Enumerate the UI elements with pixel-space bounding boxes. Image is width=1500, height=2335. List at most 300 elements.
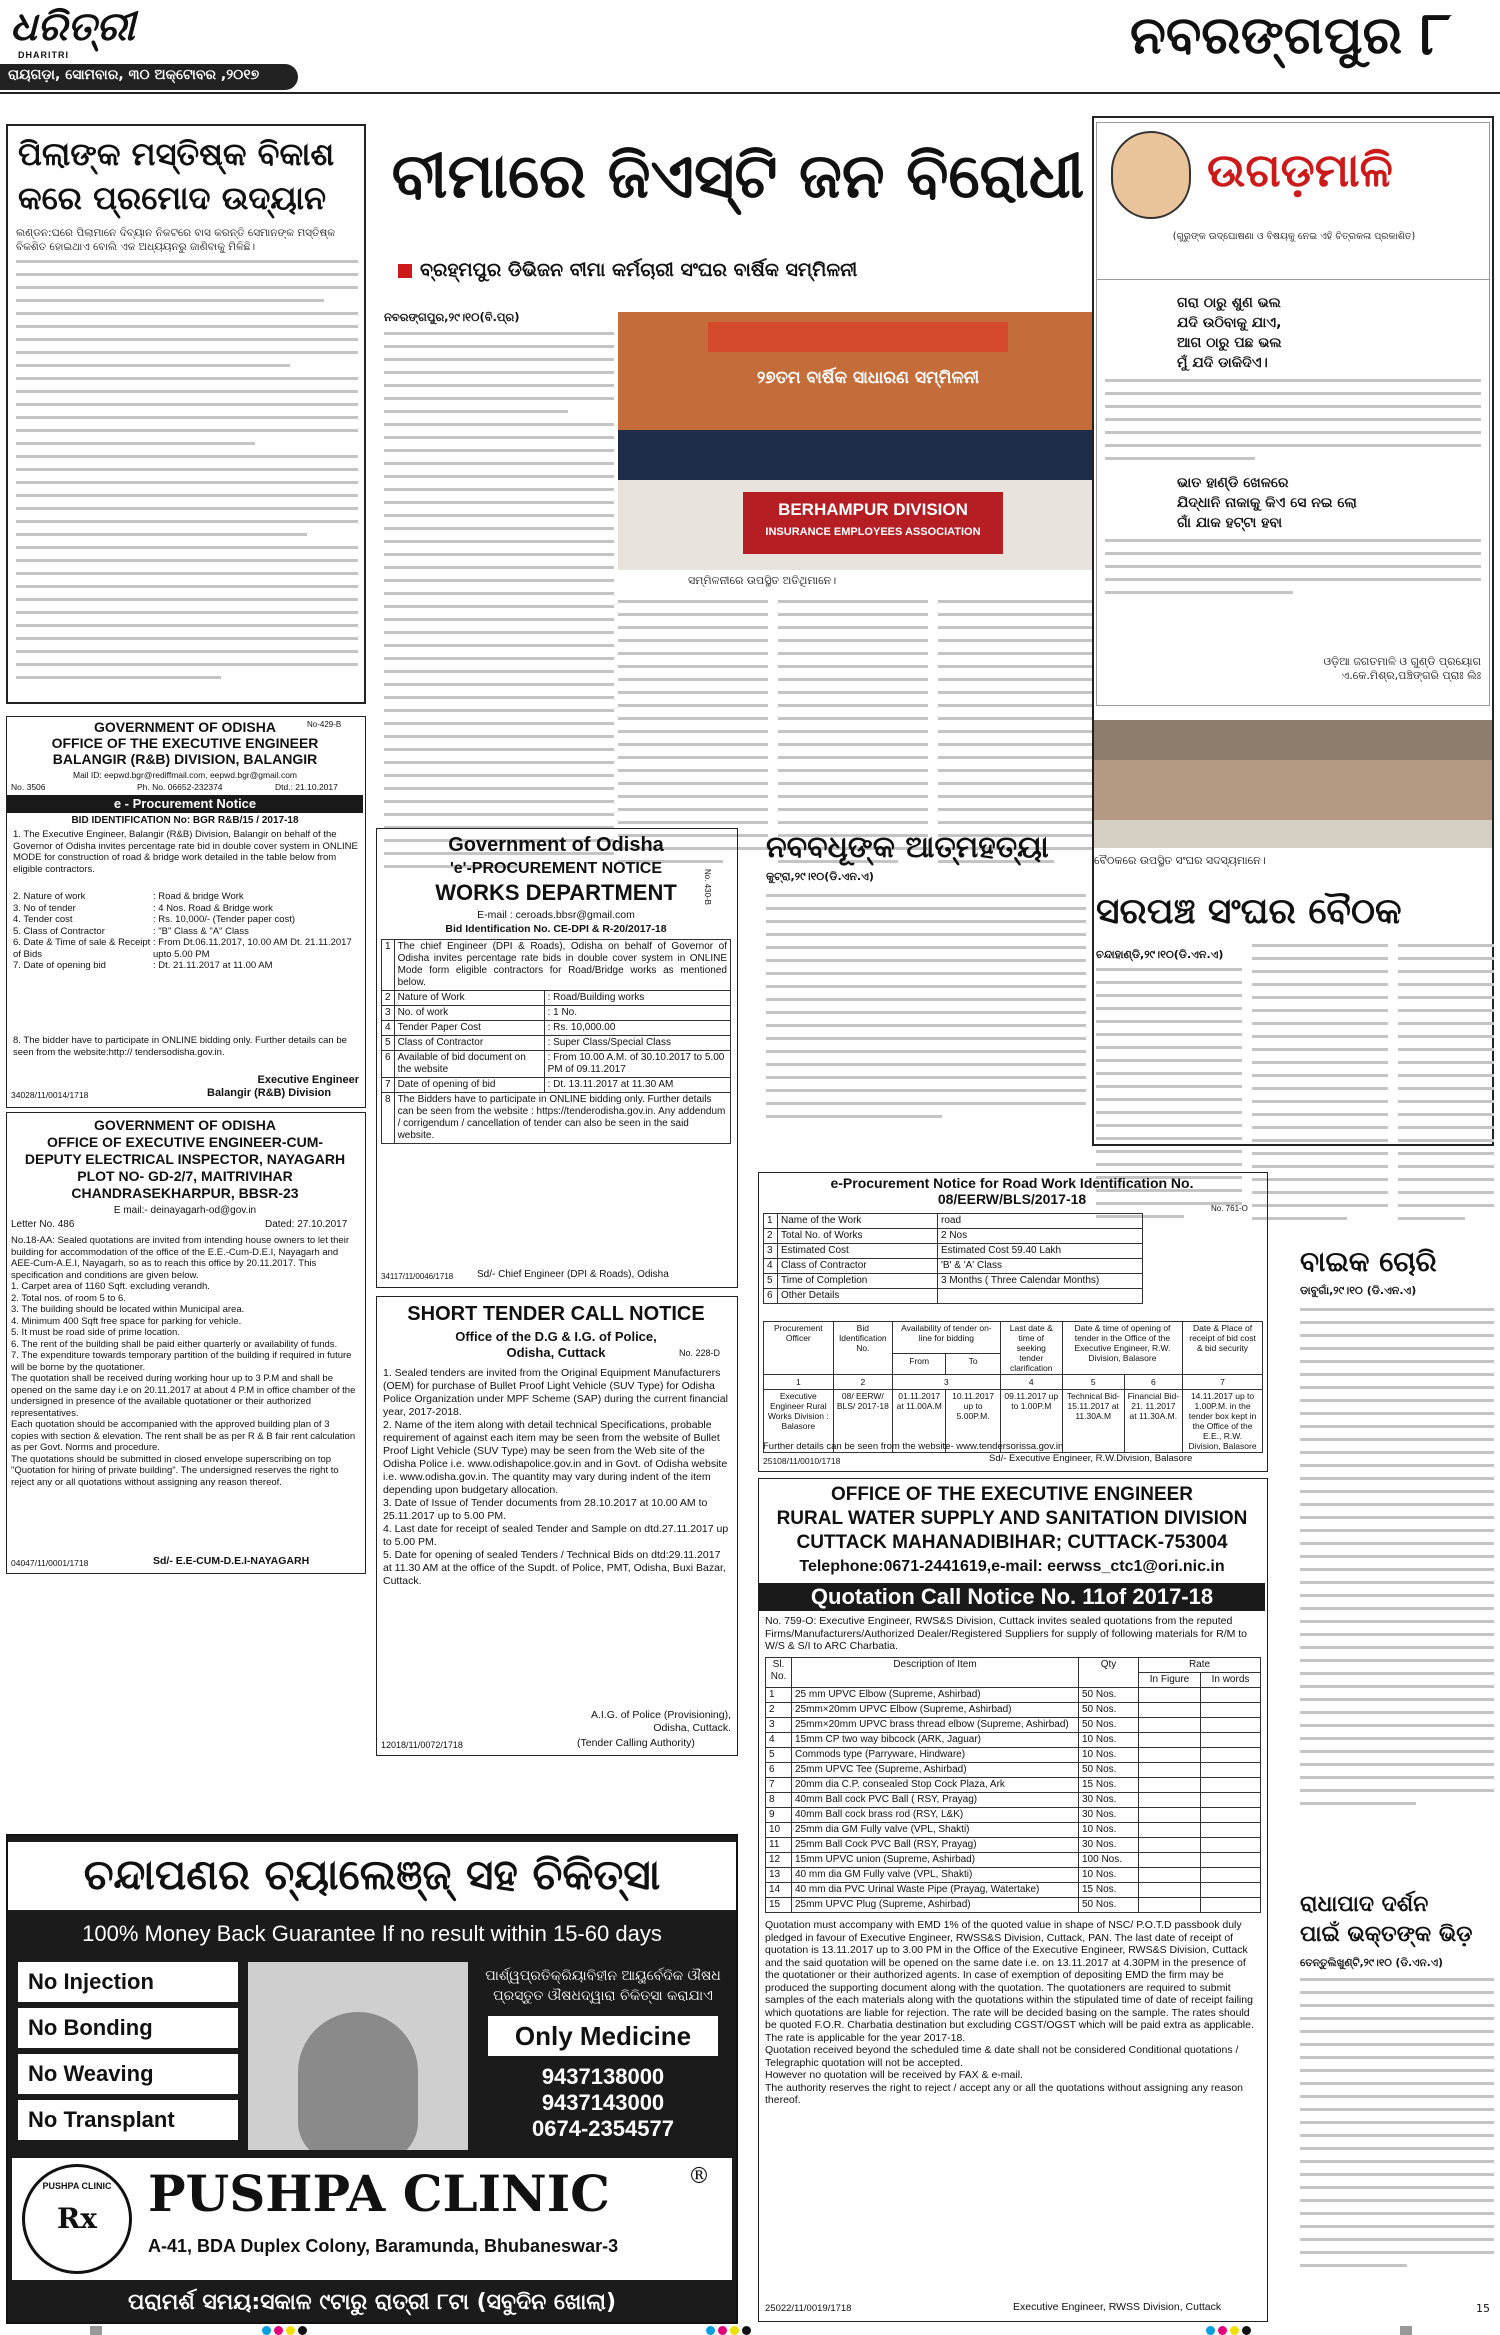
sarpanch-headline: ସରପଞ୍ଚ ସଂଘର ବୈଠକ: [1096, 891, 1402, 932]
ad-bid-id: Bid Identification No. CE-DPI & R-20/2017-18: [445, 923, 667, 935]
ad-dated: Dated: 27.10.2017: [265, 1219, 348, 1230]
ad-sign-2: Balangir (R&B) Division: [207, 1087, 332, 1099]
ad-cell: [1201, 1703, 1261, 1718]
clinic-address: A-41, BDA Duplex Colony, Baramunda, Bhubaneswar-3: [148, 2236, 619, 2256]
ad-head: Procurement Officer: [764, 1322, 834, 1375]
ad-item: 4. Minimum 400 Sqft free space for parking for vehicle.: [11, 1315, 242, 1327]
ad-email: E mail:- deinayagarh-od@gov.in: [113, 1205, 257, 1216]
ad-title: Government of Odisha: [448, 834, 664, 856]
ad-cell: : Super Class/Special Class: [544, 1036, 730, 1051]
ad-detail-row: [13, 914, 359, 926]
subhead-bullet: [398, 264, 412, 278]
ad-cell: 4: [766, 1733, 792, 1748]
ad-head: Last date & time of seeking tender clarification: [1000, 1322, 1062, 1375]
ad-num: 5: [1062, 1375, 1124, 1390]
ad-cell: [1201, 1793, 1261, 1808]
ad-cell: [1139, 1688, 1201, 1703]
ad-sign: [383, 1709, 731, 1735]
ad-para: Quotation must accompany with EMD 1% of the quoted value in shape of NSC/ P.O.T.D passbook duly pledged in favour of Executive Engineer, RWSS&S Division, Cuttack, PAN. The last date of receipt of quotation is 13.11.2017 up to 3.00 PM in the Office of the Executive Engineer, RWS&S Division, Cuttack and the said quotation will be opened on the same date i.e. on 13.11.2017 at 4.30PM in the presence of the quotationer or their authorized agents. In case of exemption of depositing EMD the firm may be produced the supporting document along with the quotation. The quotationers are required to submit samples of the each materials along with the quotations within the stipulated time of date of receipt failing which quotations are liable for rejection. The rate will be decided basing on the sample. The rates should be quoted F.O.R. Charbatia destination but excluding CGST/OGST which will be paid extra as applicable. The rate is applicable for the year 2017-18.: [765, 1919, 1254, 2044]
ad-cell: 25mm dia GM Fully valve (VPL, Shakti): [792, 1823, 1079, 1838]
ad-item: 5. Date for opening of sealed Tenders / Technical Bids on dtd:29.11.2017 at 11.30 AM at the office of the Supdt. of Police, PMT, Odisha, Buxi Bazar, Cuttack.: [383, 1549, 726, 1587]
ad-title-line: 08/EERW/BLS/2017-18: [937, 1191, 1087, 1207]
ad-title: [759, 1483, 1265, 1579]
ad-sign: Sd/- E.E-CUM-D.E.I-NAYAGARH: [153, 1555, 310, 1567]
ad-title-line: GOVERNMENT OF ODISHA: [93, 1117, 276, 1133]
ad-para-8: 8. The bidder have to participate in ONLINE bidding only. Further details can be seen from the website:http:// tendersodisha.gov.in.: [13, 1035, 347, 1058]
ad-cell: Commods type (Parryware, Hindware): [792, 1748, 1079, 1763]
clinic-phones: [488, 2064, 718, 2142]
ad-item: 3. The building should be located within Municipal area.: [11, 1304, 245, 1315]
ad-cell: Class of Contractor: [778, 1259, 938, 1274]
ad-sign: Sd/- Executive Engineer, R.W.Division, Balasore: [989, 1453, 1193, 1464]
bike-dateline: ଡାବୁଗାଁ,୨୯।୧୦ (ଡି.ଏନ.ଏ): [1300, 1284, 1417, 1297]
ad-cell: 1: [764, 1214, 778, 1229]
photo-table: [618, 430, 1092, 480]
ad-rwss: [758, 1478, 1268, 2322]
ad-item-row: [766, 1868, 1261, 1883]
ad-cell: 3 Months ( Three Calendar Months): [938, 1274, 1143, 1289]
ad-cell: Estimated Cost 59.40 Lakh: [938, 1244, 1143, 1259]
reg-mark: [742, 2326, 751, 2335]
ad-head: Bid Identification No.: [833, 1322, 892, 1375]
ad-title: SHORT TENDER CALL NOTICE: [407, 1303, 705, 1325]
ad-para: However no quotation will be received by FAX & e-mail.: [765, 2069, 1023, 2081]
credit-line: ଏ.କେ.ମିଶ୍ର,ପଞ୍ଚିଙ୍ଗରି ପ୍ରାଃ ଲିଃ: [1341, 669, 1481, 682]
ad-cell: [1201, 1898, 1261, 1913]
ad-table-row: [382, 1036, 731, 1051]
ad-cell: No. of work: [394, 1006, 544, 1021]
ugamali-text2: [1105, 539, 1481, 619]
ugamali-credit: [1105, 655, 1481, 683]
clinic-head-shape: [298, 2012, 418, 2150]
clinic-phone[interactable]: 0674-2354577: [532, 2116, 674, 2141]
ad-cell: The chief Engineer (DPI & Roads), Odisha on behalf of Governor of Odisha invites percentage rate bids in double cover system in ONLINE Mode form eligible contractors for Road/Bridge works as mentioned below.: [394, 940, 730, 991]
ad-para: The quotations should be submitted in closed envelope superscribing on top "Quotation for hiring of private building". The undersigned reserves the right to reject any or all quotations without assigning any reason thereof.: [11, 1453, 339, 1488]
clinic-phone[interactable]: 9437138000: [541, 2064, 665, 2089]
ad-detail-row: [13, 937, 359, 960]
ad-cell: [1139, 1823, 1201, 1838]
ad-footer: Further details can be seen from the website- www.tendersorissa.gov.in: [763, 1441, 1064, 1452]
article-lead: ଲଣ୍ଡନ:ଘରେ ପିଲାମାନେ ଦିବ୍ୟାନ ନିକଟରେ ବାସ କରନ୍ତି ସେମାନଙ୍କ ମସ୍ତିଷ୍କ ବିକଶିତ ହୋଇଥାଏ ବୋଲି ଏକ ଅଧ୍ୟୟନରୁ ଜାଣିବାକୁ ମିଳିଛି।: [16, 227, 336, 253]
ad-cell: 15 Nos.: [1079, 1778, 1139, 1793]
photo-sign: ୨୭ତମ ବାର୍ଷିକ ସାଧାରଣ ସମ୍ମିଳନୀ: [756, 368, 980, 388]
ad-schedule-table: [763, 1321, 1263, 1453]
dateline: ରାୟଗଡ଼ା, ସୋମବାର, ୩୦ ଅକ୍ଟୋବର ,୨୦୧୭: [8, 67, 260, 83]
ad-cell: 5: [382, 1036, 395, 1051]
ugamali-verse: [1177, 293, 1477, 373]
ad-table-row: [382, 1093, 731, 1144]
reg-mark: [274, 2326, 283, 2335]
ad-office-line: Odisha, Cuttack: [506, 1345, 606, 1360]
ad-cell: 2: [764, 1229, 778, 1244]
ad-cell: : Rs. 10,000.00: [544, 1021, 730, 1036]
ad-item: 7. The expenditure towards temporary partition of the building if required in future will be borne by the quotationer.: [11, 1350, 352, 1373]
ad-head: Availability of tender on-line for bidding: [892, 1322, 1000, 1354]
ad-num: 4: [1000, 1375, 1062, 1390]
credit-line: ଓଡ଼ିଆ ଜଗତମାଳି ଓ ଗୁଣ୍ଡି ପ୍ରୟୋଗ: [1323, 655, 1481, 668]
ad-detail-value: : 4 Nos. Road & Bridge work: [153, 902, 273, 914]
masthead: [0, 0, 1500, 96]
ad-cell: 8: [766, 1793, 792, 1808]
ad-item-row: [766, 1763, 1261, 1778]
masthead-rule: [0, 92, 1500, 94]
ad-cell: Financial Bid-21. 11.2017 at 11.30A.M.: [1124, 1390, 1183, 1453]
sarpanch-col3: [1398, 944, 1494, 1264]
section-title: ନବରଙ୍ଗପୁର: [1130, 6, 1403, 66]
ad-cell: 7: [766, 1778, 792, 1793]
ad-head: Qty: [1079, 1658, 1139, 1688]
ad-cell: 15mm CP two way bibcock (ARK, Jaguar): [792, 1733, 1079, 1748]
bike-headline: ବାଇକ ଚୋରି: [1300, 1245, 1437, 1278]
ad-sign-line: Executive Engineer: [257, 1074, 359, 1086]
ad-title-line: CHANDRASEKHARPUR, BBSR-23: [71, 1185, 299, 1201]
ad-cell: 2: [382, 991, 395, 1006]
ad-cell: Name of the Work: [778, 1214, 938, 1229]
ad-body: [11, 1235, 359, 1488]
ad-office-line: Office of the D.G & I.G. of Police,: [455, 1329, 657, 1344]
ad-police-tender: [376, 1296, 738, 1756]
ad-detail-row: [13, 960, 359, 972]
ad-item-row: [766, 1808, 1261, 1823]
sarpanch-dateline: ଚନ୍ଦାହାଣ୍ଡି,୨୯।୧୦(ଡି.ଏନ.ଏ): [1096, 948, 1224, 961]
ad-cell: 3: [382, 1006, 395, 1021]
ad-title-line: PLOT NO- GD-2/7, MAITRIVIHAR: [77, 1168, 293, 1184]
ad-table-row: [382, 1051, 731, 1078]
ad-cell: 10: [766, 1823, 792, 1838]
ad-item-row: [766, 1898, 1261, 1913]
ad-cell: [1201, 1688, 1261, 1703]
clinic-no-item: No Weaving: [18, 2054, 238, 2094]
suicide-headline: ନବବଧୂଙ୍କ ଆତ୍ମହତ୍ୟା: [766, 830, 1049, 865]
clinic-no-item: No Transplant: [18, 2100, 238, 2140]
cartoon-face: [1111, 131, 1191, 219]
ad-cell: [938, 1289, 1143, 1304]
ad-cell: [1139, 1793, 1201, 1808]
ad-num: 6: [1124, 1375, 1183, 1390]
ad-phone: Ph. No. 06652-232374: [137, 782, 223, 792]
ad-title-line: OFFICE OF THE EXECUTIVE ENGINEER: [830, 1484, 1194, 1505]
ad-table-row: [764, 1274, 1143, 1289]
reg-mark: [1400, 2326, 1412, 2335]
reg-mark: [286, 2326, 295, 2335]
reg-mark: [262, 2326, 271, 2335]
ad-head: From: [892, 1354, 945, 1375]
ad-cell: 15mm UPVC union (Supreme, Ashirbad): [792, 1853, 1079, 1868]
ad-code: 34028/11/0014/1718: [11, 1090, 89, 1100]
ad-title: [7, 1117, 363, 1202]
ad-cell: 'B' & 'A' Class: [938, 1259, 1143, 1274]
ad-table-row: [766, 1658, 1261, 1673]
ad-cell: [1201, 1763, 1261, 1778]
ad-head: In words: [1201, 1673, 1261, 1688]
ad-works-department: [376, 828, 738, 1288]
clinic-phone[interactable]: 9437143000: [541, 2090, 665, 2115]
ad-detail-label: 6. Date & Time of sale & Receipt of Bids: [13, 937, 151, 960]
bike-body: [1300, 1308, 1494, 1888]
ad-cell: 20mm dia C.P. consealed Stop Cock Plaza, Ark: [792, 1778, 1079, 1793]
ad-item-row: [766, 1853, 1261, 1868]
ad-table-row: [382, 1006, 731, 1021]
ad-cell: 100 Nos.: [1079, 1853, 1139, 1868]
ad-cell: 10 Nos.: [1079, 1823, 1139, 1838]
ad-para: The quotation shall be received during working hour up to 3 P.M and shall be opened on the same day i.e on 20.11.2017 at about 4 P.M in office chamber of the undersigned in presence of the available quotationer or their authorized representatives.: [11, 1373, 356, 1419]
photo-conference: [618, 312, 1092, 570]
ad-head: To: [946, 1354, 1000, 1375]
ad-cell: 8: [382, 1093, 395, 1144]
ad-letter: Letter No. 486: [11, 1219, 75, 1230]
ad-item: 6. The rent of the building shall be paid either quarterly or availability of funds.: [11, 1338, 338, 1350]
ad-number: No. 228-D: [679, 1348, 721, 1358]
suicide-body: [766, 894, 1086, 1164]
ad-detail-value: : "B" Class & "A" Class: [153, 925, 249, 937]
photo-caption: ସମ୍ମିଳନୀରେ ଉପସ୍ଥିତ ଅତିଥିମାନେ।: [688, 574, 837, 587]
suicide-dateline: କୁଟ୍ରା,୨୯।୧୦(ଡି.ଏନ.ଏ): [766, 870, 874, 883]
ad-cell: [1139, 1703, 1201, 1718]
ad-sign-line: A.I.G. of Police (Provisioning),: [590, 1709, 731, 1721]
ad-table-row: [382, 1078, 731, 1093]
ad-cell: [1139, 1838, 1201, 1853]
ad-table-row: [764, 1322, 1263, 1354]
article-headline: ପିଲାଙ୍କ ମସ୍ତିଷ୍କ ବିକାଶ କରେ ପ୍ରମୋଦ ଉଦ୍ୟାନ: [18, 135, 335, 217]
ad-item-row: [766, 1748, 1261, 1763]
ad-cell: Estimated Cost: [778, 1244, 938, 1259]
logo-subtitle: DHARITRI: [18, 50, 69, 60]
photo-banner-top: [708, 322, 1008, 352]
ad-cell: 40 mm dia PVC Urinal Waste Pipe (Prayag, Watertake): [792, 1883, 1079, 1898]
article-body-text: [16, 260, 358, 700]
ad-cell: 25mm Ball Cock PVC Ball (RSY, Prayag): [792, 1838, 1079, 1853]
ad-cell: [1201, 1853, 1261, 1868]
ad-band: e - Procurement Notice: [7, 795, 363, 813]
ad-email: E-mail : ceroads.bbsr@gmail.com: [477, 909, 635, 921]
ad-para: 1. The Executive Engineer, Balangir (R&B) Division, Balangir on behalf of the Governor of Odisha invites percentage rate bid in double cover system in ONLINE MODE for construction of road & bridge work detailed in the table below from eligible contractors.: [13, 829, 358, 875]
reg-mark: [1242, 2326, 1251, 2335]
ad-number: No-429-B: [307, 720, 342, 729]
ad-item: 1. Sealed tenders are invited from the Original Equipment Manufacturers (OEM) for purchase of Bullet Proof Light Vehicle (SUV Type) for Odisha Police Organization under MPF Scheme (SAP) during the current financial year, 2017-2018.: [383, 1367, 728, 1418]
ad-cell: [1201, 1868, 1261, 1883]
ad-cell: 4: [764, 1259, 778, 1274]
ad-code: 25022/11/0019/1718: [765, 2303, 852, 2314]
verse-line: ମୁଁ ଯଦି ଡାକିଦିଏ।: [1177, 355, 1268, 371]
ad-cell: 25mm UPVC Plug (Supreme, Ashirbad): [792, 1898, 1079, 1913]
main-headline: ବୀମାରେ ଜିଏସ୍ଟି ଜନ ବିରୋଧୀ: [391, 139, 1085, 212]
ad-sign: Executive Engineer, RWSS Division, Cuttack: [1013, 2301, 1222, 2313]
ad-cell: [1201, 1823, 1261, 1838]
ad-side-no: No. 430-B: [703, 869, 712, 906]
ad-nayagarh: [6, 1112, 366, 1574]
photo-banner-text: BERHAMPUR DIVISION: [778, 500, 968, 519]
ad-cell: [1139, 1748, 1201, 1763]
ad-detail-value: : Dt. 21.11.2017 at 11.00 AM: [153, 960, 273, 971]
ad-cell: 30 Nos.: [1079, 1793, 1139, 1808]
ad-cell: Available of bid document on the website: [394, 1051, 544, 1078]
ad-detail-label: 2. Nature of work: [13, 891, 86, 902]
footer-registration-marks: [0, 2326, 1500, 2335]
ad-detail-label: 4. Tender cost: [13, 914, 73, 925]
ad-item-row: [766, 1793, 1261, 1808]
ad-cell: 3: [766, 1718, 792, 1733]
ad-head: Rate: [1139, 1658, 1261, 1673]
ad-cell: Tender Paper Cost: [394, 1021, 544, 1036]
photo-floor: [1094, 820, 1492, 848]
radhapada-headline-line: ରାଧାପାଦ ଦର୍ଶନ: [1300, 1892, 1429, 1917]
ad-cell: The Bidders have to participate in ONLINE bidding only. Further details can be seen from the website : https://tenderodisha.gov.in. Any addendum / corrigendum / cancellation of tender can also be seen in the said website.: [394, 1093, 730, 1144]
ad-cell: [1201, 1808, 1261, 1823]
ad-bid-id: BID IDENTIFICATION No: BGR R&B/15 / 2017-18: [71, 815, 299, 826]
ad-items-table: [765, 1657, 1261, 1913]
ad-cell: Other Details: [778, 1289, 938, 1304]
radhapada-headline: [1300, 1890, 1494, 1950]
ad-cell: 6: [764, 1289, 778, 1304]
ad-pushpa-clinic: [6, 1834, 738, 2324]
ad-intro: No. 759-O: Executive Engineer, RWS&S Division, Cuttack invites sealed quotations from the reputed Firms/Manufacturers/Authorized Dealer/Registered Suppliers for supply of following materials for R/M to W/S & S/I to ARC Charbatia.: [765, 1615, 1248, 1652]
ad-cell: Time of Completion: [778, 1274, 938, 1289]
ad-cell: [1201, 1748, 1261, 1763]
ugamali-title: ଉଗଡ଼ମାଳି: [1207, 143, 1393, 197]
ad-cell: Technical Bid- 15.11.2017 at 11.30A.M: [1062, 1390, 1124, 1453]
ad-item-row: [766, 1733, 1261, 1748]
reg-mark: [730, 2326, 739, 2335]
reg-mark: [1230, 2326, 1239, 2335]
ad-num: 7: [1183, 1375, 1263, 1390]
ad-item: 2. Total nos. of room 5 to 6.: [11, 1292, 126, 1304]
ad-cell: 50 Nos.: [1079, 1898, 1139, 1913]
ad-cell: 3: [764, 1244, 778, 1259]
verse-line: ଯଦି ଉଠିବାକୁ ଯାଏ,: [1177, 315, 1282, 331]
ad-cell: [1139, 1898, 1201, 1913]
ad-cell: 30 Nos.: [1079, 1808, 1139, 1823]
ad-cell: 50 Nos.: [1079, 1763, 1139, 1778]
ad-item-row: [766, 1718, 1261, 1733]
ad-sign: [13, 1073, 359, 1087]
ad-title-line: DEPUTY ELECTRICAL INSPECTOR, NAYAGARH: [24, 1151, 346, 1167]
ad-detail-label: 3. No of tender: [13, 902, 76, 914]
ad-table: [381, 939, 731, 1144]
ad-cell: 14.11.2017 up to 1.00P.M. in the tender box kept in the Office of the E.E., R.W. Division, Balasore: [1183, 1390, 1263, 1453]
ad-cell: 5: [764, 1274, 778, 1289]
clinic-no-list: [18, 1962, 258, 2140]
ad-band: Quotation Call Notice No. 11of 2017-18: [759, 1583, 1265, 1611]
ad-title-line: OFFICE OF EXECUTIVE ENGINEER-CUM-: [46, 1134, 324, 1150]
ad-subtitle: 'e'-PROCUREMENT NOTICE: [449, 860, 663, 877]
ad-cell: : Dt. 13.11.2017 at 11.30 AM: [544, 1078, 730, 1093]
radhapada-dateline: ତେନ୍ତୁଲିଖୁଣ୍ଟି,୨୯।୧୦ (ଡି.ଏନ.ଏ): [1300, 1957, 1443, 1969]
ad-cell: Class of Contractor: [394, 1036, 544, 1051]
ad-cell: : Road/Building works: [544, 991, 730, 1006]
logo: ଧରିତ୍ରୀ: [10, 3, 135, 50]
clinic-odia-text: [478, 1966, 728, 2006]
ad-cell: 5: [766, 1748, 792, 1763]
reg-mark: [1218, 2326, 1227, 2335]
clinic-no-item: No Injection: [18, 1962, 238, 2002]
ad-cell: 25mm×20mm UPVC brass thread elbow (Supreme, Ashirbad): [792, 1718, 1079, 1733]
ad-cell: [1201, 1838, 1261, 1853]
ad-cell: 10.11.2017 up to 5.00P.M.: [946, 1390, 1000, 1453]
reg-mark: [90, 2326, 102, 2335]
ad-cell: : 1 No.: [544, 1006, 730, 1021]
reg-mark: [1206, 2326, 1215, 2335]
ad-cell: 2 Nos: [938, 1229, 1143, 1244]
ad-detail-value: : Rs. 10,000/- (Tender paper cost): [153, 914, 296, 925]
ad-cell: 08/ EERW/ BLS/ 2017-18: [833, 1390, 892, 1453]
ad-cell: [1139, 1853, 1201, 1868]
ad-title-line: Telephone:0671-2441619,e-mail: eerwss_ctc1@ori.nic.in: [799, 1558, 1225, 1575]
ad-dated: Dtd.: 21.10.2017: [275, 782, 338, 792]
ad-detail-value: : Road & bridge Work: [153, 891, 244, 902]
clinic-seal: [22, 2164, 132, 2274]
photo-banner-text2: INSURANCE EMPLOYEES ASSOCIATION: [765, 526, 981, 538]
ad-cell: [1201, 1883, 1261, 1898]
ad-cell: 12: [766, 1853, 792, 1868]
ad-table-row: [382, 940, 731, 991]
ad-cell: 25 mm UPVC Elbow (Supreme, Ashirbad): [792, 1688, 1079, 1703]
ad-sign: Sd/- Chief Engineer (DPI & Roads), Odisha: [477, 1269, 669, 1280]
ad-para: Each quotation should be accompanied with the approved building plan of 3 copies with section & elevation. The rent shall be as per R & B fair rent calculation as per Govt. Norms and procedure.: [11, 1419, 356, 1453]
verse-line: ଆଗ ଠାରୁ ପଛ ଭଲ: [1177, 335, 1282, 351]
ad-item-row: [766, 1703, 1261, 1718]
ad-cell: 10 Nos.: [1079, 1748, 1139, 1763]
ad-title-line: e-Procurement Notice for Road Work Identification No.: [830, 1175, 1194, 1191]
ad-item-row: [766, 1688, 1261, 1703]
ad-sign-line: Odisha, Cuttack.: [653, 1722, 731, 1734]
ad-table-row: [382, 1021, 731, 1036]
ad-table-row: [764, 1375, 1263, 1390]
ad-title-line: OFFICE OF THE EXECUTIVE ENGINEER: [51, 735, 319, 751]
ad-cell: [1139, 1808, 1201, 1823]
clinic-timing: ପରାମର୍ଶ ସମୟ:ସକାଳ ୯ଟାରୁ ରାତ୍ରୀ ୮ଟା (ସବୁଦିନ ଖୋଲା): [127, 2290, 617, 2315]
clinic-odia-line: ପ୍ରସ୍ତୁତ ଔଷଧଦ୍ୱାରା ଚିକିତ୍ସା କରାଯାଏ: [493, 1988, 713, 2004]
clinic-head-photo: [248, 1962, 468, 2150]
clinic-only-medicine: Only Medicine: [488, 2016, 718, 2056]
ad-item-row: [766, 1823, 1261, 1838]
ad-cell: 40 mm dia GM Fully valve (VPL, Shakti): [792, 1868, 1079, 1883]
verse-line: ଭାତ ହାଣ୍ଡି ଖେଳରେ: [1177, 475, 1289, 491]
ugamali-text1: [1105, 379, 1481, 479]
reg-mark: [718, 2326, 727, 2335]
ad-detail-row: [13, 903, 359, 915]
ugamali-verse2: [1177, 473, 1477, 533]
ad-item: 2. Name of the item along with detail technical Specifications, probable requirement of against each item may be seen from the website of Bullet Proof Light Vehicle (SUV Type) may be seen from the Web site of the Odisha Police i.e. www.odishapolice.gov.in and in Govt. of Odisha website i.e. www.odisha.gov.in. The quantity may vary during indent of the item depending upon budgetary allocation.: [383, 1419, 728, 1496]
clinic-no-item: No Bonding: [18, 2008, 238, 2048]
article-body-col1: [384, 332, 614, 902]
ad-table-row: [382, 991, 731, 1006]
ad-letter-no: No. 3506: [11, 782, 46, 792]
ad-cell: 15: [766, 1898, 792, 1913]
ad-title-line: BALANGIR (R&B) DIVISION, BALANGIR: [52, 751, 318, 767]
clinic-headline: ଚନ୍ଦାପଣର ଚ୍ୟାଲେଞ୍ଜ୍ ସହ ଚିକିତ୍ସା: [8, 1842, 736, 1910]
ad-cell: 25mm UPVC Tee (Supreme, Ashirbad): [792, 1763, 1079, 1778]
ad-detail-label: 5. Class of Contractor: [13, 925, 105, 937]
ad-cell: Executive Engineer Rural Works Division : Balasore: [764, 1390, 834, 1453]
ad-cell: 15 Nos.: [1079, 1883, 1139, 1898]
article-brain-development: [6, 124, 366, 704]
photo-caption-2: ବୈଠକରେ ଉପସ୍ଥିତ ସଂଘର ସଦସ୍ୟମାନେ।: [1094, 854, 1266, 867]
ad-detail-row: [13, 891, 359, 903]
ad-title-line: RURAL WATER SUPPLY AND SANITATION DIVISION: [776, 1508, 1248, 1529]
ad-cell: 14: [766, 1883, 792, 1898]
page-ref: 15: [1476, 2302, 1490, 2315]
ad-cell: 6: [766, 1763, 792, 1778]
article-dateline: ନବରଙ୍ଗପୁର,୨୯।୧୦(ବି.ପ୍ର): [384, 310, 520, 324]
clinic-seal-rx: Rx: [57, 2202, 97, 2235]
ad-item: 3. Date of Issue of Tender documents from 28.10.2017 at 10.00 AM to 25.11.2017 up to 5.00 PM.: [383, 1497, 708, 1522]
ad-cell: 50 Nos.: [1079, 1688, 1139, 1703]
ad-cell: 10 Nos.: [1079, 1733, 1139, 1748]
clinic-guarantee: 100% Money Back Guarantee If no result within 15-60 days: [82, 1921, 662, 1946]
reg-mark: [706, 2326, 715, 2335]
ad-detail-label: 7. Date of opening bid: [13, 960, 106, 971]
ad-code: 12018/11/0072/1718: [381, 1740, 463, 1750]
